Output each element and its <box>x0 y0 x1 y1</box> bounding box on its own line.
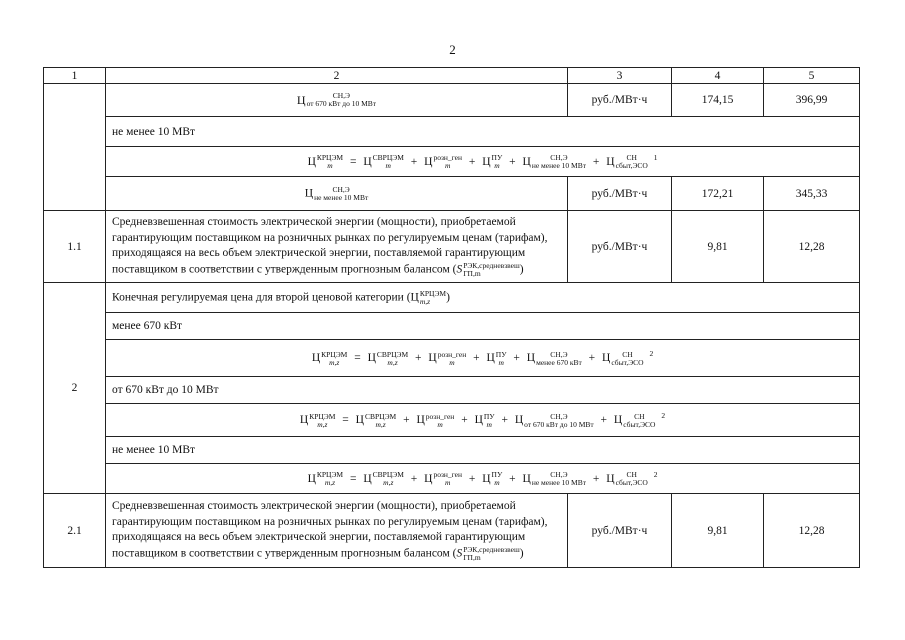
header-col-2: 2 <box>106 68 568 84</box>
value-col5: 345,33 <box>764 177 860 211</box>
price-symbol: Ц СН,Э не менее 10 МВт <box>106 177 568 211</box>
table-row <box>44 117 860 147</box>
header-col-5: 5 <box>764 68 860 84</box>
row-label: не менее 10 МВт <box>106 117 860 147</box>
header-col-4: 4 <box>672 68 764 84</box>
header-col-1: 1 <box>44 68 106 84</box>
row-label: не менее 10 МВт <box>106 437 860 464</box>
row-title: Конечная регулируемая цена для второй ценовой категории (Ц КРЦЭМ m,z ) <box>106 283 860 313</box>
row-number: 2.1 <box>44 494 106 568</box>
value-col4: 9,81 <box>672 211 764 283</box>
formula: Ц КРЦЭМ m,z = Ц СВРЦЭМ m,z + Ц розн_ген m + Ц ПУ m + Ц СН,Э от 670 кВт до 10 МВт + Ц СН сбыт,ЭСО $^2$ <box>106 404 860 437</box>
unit-cell: руб./МВт·ч <box>568 211 672 283</box>
formula: Ц КРЦЭМ m = Ц СВРЦЭМ m + Ц розн_ген m + Ц ПУ m + Ц СН,Э не менее 10 МВт + Ц СН сбыт,ЭСО $^1$ <box>106 147 860 177</box>
table-row <box>44 404 860 437</box>
table-row <box>44 283 860 313</box>
row-number: 1.1 <box>44 211 106 283</box>
header-col-3: 3 <box>568 68 672 84</box>
tariff-table <box>43 67 860 568</box>
row-description: Средневзвешенная стоимость электрической энергии (мощности), приобретаемой гарантирующим поставщиком на розничных рынках по регулируемым ценам (тарифам), приходящаяся на весь объем электрической энергии, поставляемой гарантирующим поставщиком в соответствии с утвержденным прогнозным балансом (S РЭК,средневзвеш ГП,m ) <box>106 211 568 283</box>
table-row <box>44 377 860 404</box>
table-row <box>44 177 860 211</box>
unit-cell: руб./МВт·ч <box>568 494 672 568</box>
page-number: 2 <box>449 42 456 57</box>
table-row <box>44 340 860 377</box>
value-col5: 12,28 <box>764 494 860 568</box>
value-col4: 174,15 <box>672 84 764 117</box>
value-col4: 172,21 <box>672 177 764 211</box>
row-label: менее 670 кВт <box>106 313 860 340</box>
row-number: 2 <box>44 283 106 494</box>
table-row <box>44 84 860 117</box>
table-row <box>44 437 860 464</box>
formula: Ц КРЦЭМ m,z = Ц СВРЦЭМ m,z + Ц розн_ген m + Ц ПУ m + Ц СН,Э не менее 10 МВт + Ц СН сбыт,ЭСО $^2$ <box>106 464 860 494</box>
unit-cell: руб./МВт·ч <box>568 84 672 117</box>
table-row <box>44 147 860 177</box>
header-row <box>44 68 860 84</box>
formula: Ц КРЦЭМ m,z = Ц СВРЦЭМ m,z + Ц розн_ген m + Ц ПУ m + Ц СН,Э менее 670 кВт + Ц СН сбыт,ЭСО $^2$ <box>106 340 860 377</box>
value-col4: 9,81 <box>672 494 764 568</box>
table-row <box>44 464 860 494</box>
table-row <box>44 313 860 340</box>
table-row <box>44 211 860 283</box>
unit-cell: руб./МВт·ч <box>568 177 672 211</box>
table-row <box>44 494 860 568</box>
price-symbol: Ц СН,Э от 670 кВт до 10 МВт <box>106 84 568 117</box>
value-col5: 396,99 <box>764 84 860 117</box>
row-description: Средневзвешенная стоимость электрической энергии (мощности), приобретаемой гарантирующим поставщиком на розничных рынках по регулируемым ценам (тарифам), приходящаяся на весь объем электрической энергии, поставляемой гарантирующим поставщиком в соответствии с утвержденным прогнозным балансом (S РЭК,средневзвеш ГП,m ) <box>106 494 568 568</box>
value-col5: 12,28 <box>764 211 860 283</box>
row-label: от 670 кВт до 10 МВт <box>106 377 860 404</box>
row-number-cell <box>44 84 106 211</box>
